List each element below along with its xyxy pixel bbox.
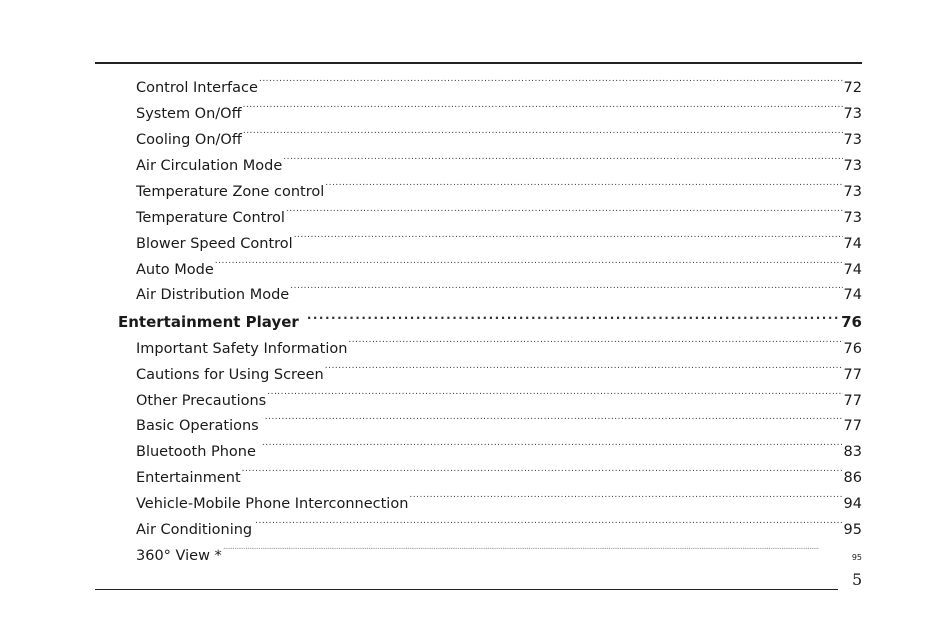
toc-entry-label: Control Interface — [136, 80, 258, 96]
toc-entry-label: Cautions for Using Screen — [136, 367, 324, 383]
dot-leader — [348, 333, 842, 353]
dot-leader — [242, 462, 843, 482]
toc-entry-page: 74 — [843, 236, 862, 252]
toc-entry-label: Important Safety Information — [136, 341, 348, 357]
toc-entry-air-conditioning[interactable] — [136, 514, 862, 540]
toc-entry-label: Blower Speed Control — [136, 236, 293, 252]
toc-entry-page: 77 — [843, 393, 862, 409]
toc-entry-important-safety-information[interactable] — [136, 333, 862, 359]
toc-entry-page: 95 — [851, 553, 862, 562]
toc-entry-page: 73 — [843, 210, 862, 226]
toc-section-entertainment-player[interactable] — [118, 307, 862, 332]
toc-entry-page: 76 — [843, 341, 862, 357]
toc-entry-blower-speed-control[interactable] — [136, 228, 862, 254]
dot-leader — [409, 488, 842, 508]
toc-entry-label: Temperature Control — [136, 210, 285, 226]
toc-entry-page: 73 — [843, 106, 862, 122]
toc-entry-page: 72 — [843, 80, 862, 96]
toc-entry-label: Auto Mode — [136, 262, 214, 278]
toc-entry-entertainment[interactable] — [136, 462, 862, 488]
dot-leader — [262, 436, 843, 456]
toc-entry-page: 74 — [843, 262, 862, 278]
toc-entry-page: 95 — [843, 522, 862, 538]
dot-leader — [259, 72, 843, 92]
toc-entry-label: Bluetooth Phone — [136, 444, 256, 460]
toc-entry-air-circulation-mode[interactable] — [136, 150, 862, 176]
toc-entry-label: Vehicle-Mobile Phone Interconnection — [136, 496, 409, 512]
bottom-rule — [95, 589, 838, 590]
toc-entry-label: Temperature Zone control — [136, 184, 325, 200]
toc-entry-control-interface[interactable] — [136, 72, 862, 98]
toc-entry-page: 83 — [843, 444, 862, 460]
toc-entry-label: System On/Off — [136, 106, 242, 122]
dot-leader — [283, 150, 842, 170]
toc-entry-label: Entertainment — [136, 470, 241, 486]
dot-leader — [243, 98, 843, 118]
dot-leader — [307, 307, 840, 327]
dot-leader — [325, 359, 843, 379]
toc-section-page: 76 — [841, 313, 862, 331]
toc-entry-auto-mode[interactable] — [136, 254, 862, 280]
dot-leader — [294, 228, 843, 248]
toc-entry-cooling-on-off[interactable] — [136, 124, 862, 150]
toc-entry-vehicle-mobile-phone-interconnection[interactable] — [136, 488, 862, 514]
toc-entry-label: 360° View * — [136, 548, 222, 564]
toc-entry-page: 77 — [843, 367, 862, 383]
toc-entry-page: 73 — [843, 132, 862, 148]
toc-entry-page: 74 — [843, 287, 862, 303]
dot-leader — [215, 254, 843, 274]
dot-leader — [267, 385, 842, 405]
dot-leader — [255, 514, 842, 534]
toc-entry-basic-operations[interactable] — [136, 410, 862, 436]
page-number: 5 — [852, 570, 863, 589]
dot-leader — [265, 410, 843, 430]
toc-entry-cautions-for-using-screen[interactable] — [136, 359, 862, 385]
toc-entry-temperature-control[interactable] — [136, 202, 862, 228]
toc-entry-360-view[interactable] — [136, 540, 862, 568]
toc-entry-label: Other Precautions — [136, 393, 267, 409]
toc-entry-page: 73 — [843, 184, 862, 200]
toc-entry-label: Air Conditioning — [136, 522, 253, 538]
toc-entry-page: 94 — [843, 496, 862, 512]
toc-entry-air-distribution-mode[interactable] — [136, 279, 862, 305]
toc-entry-other-precautions[interactable] — [136, 385, 862, 411]
toc-entry-label: Cooling On/Off — [136, 132, 242, 148]
top-rule — [95, 62, 862, 64]
dot-leader — [286, 202, 843, 222]
dot-leader — [290, 279, 842, 299]
toc-section-label: Entertainment Player — [118, 313, 299, 331]
toc-entry-page: 73 — [843, 158, 862, 174]
toc-entry-label: Air Circulation Mode — [136, 158, 283, 174]
toc-entry-temperature-zone-control[interactable] — [136, 176, 862, 202]
toc-entry-page: 86 — [843, 470, 862, 486]
toc-entry-page: 77 — [843, 418, 862, 434]
toc-entry-system-on-off[interactable] — [136, 98, 862, 124]
toc-entry-label: Air Distribution Mode — [136, 287, 290, 303]
toc-entry-bluetooth-phone[interactable] — [136, 436, 862, 462]
toc-entry-label: Basic Operations — [136, 418, 259, 434]
dot-leader — [243, 124, 843, 144]
dot-leader — [223, 540, 851, 560]
dot-leader — [325, 176, 842, 196]
